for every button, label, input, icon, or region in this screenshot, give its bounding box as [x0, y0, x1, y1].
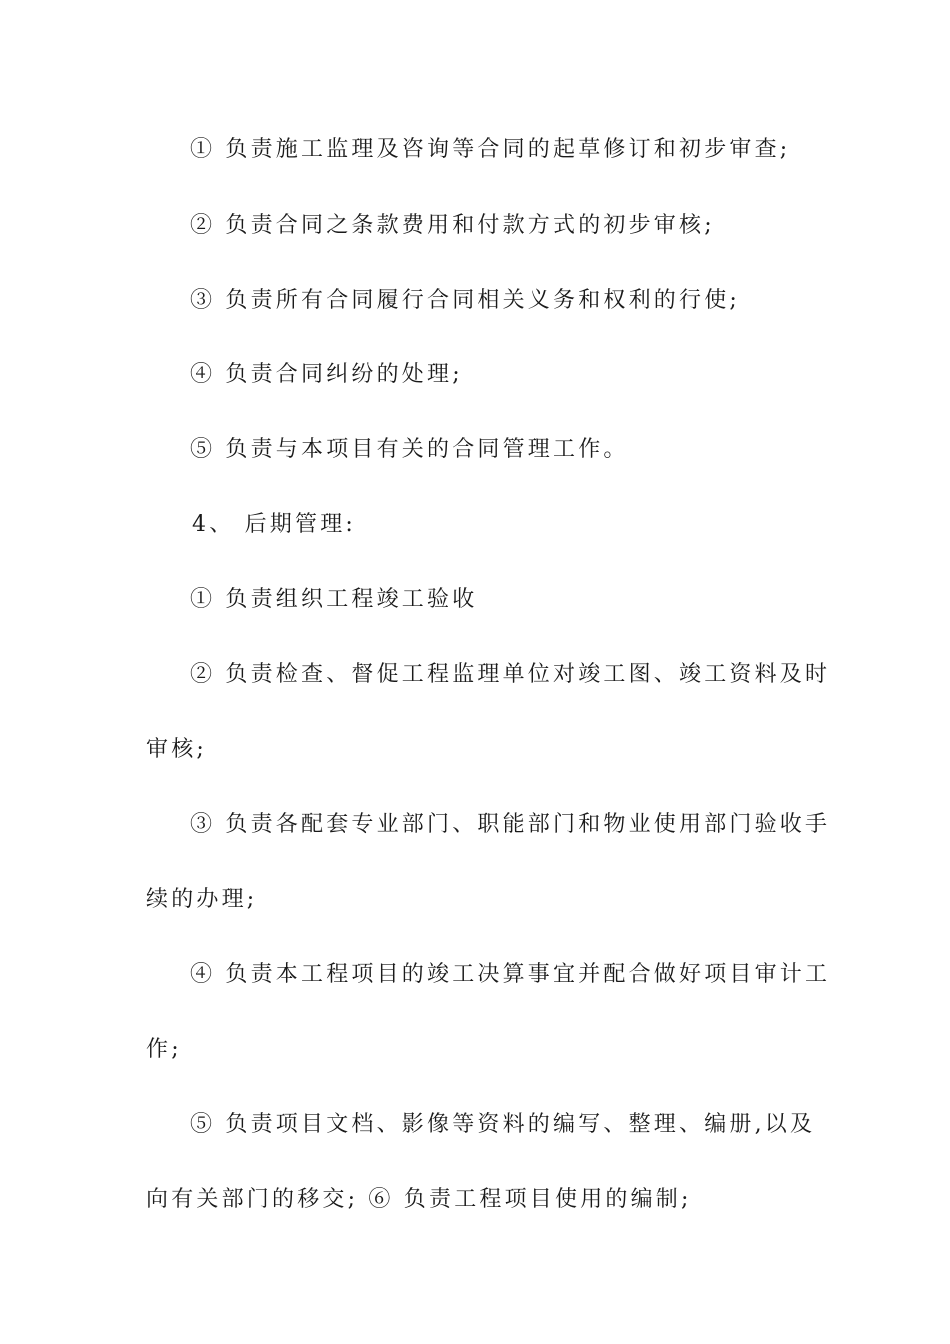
text-line-13: 作;: [146, 1037, 182, 1062]
text-line-12: ④ 负责本工程项目的竣工决算事宜并配合做好项目审计工: [190, 962, 831, 987]
text-line-4: ④ 负责合同纠纷的处理;: [190, 362, 463, 387]
text-line-14: ⑤ 负责项目文档、影像等资料的编写、整理、编册,以及: [190, 1112, 816, 1137]
text-line-9: 审核;: [146, 737, 208, 762]
section-heading: 4、 后期管理:: [192, 512, 357, 537]
text-line-2: ② 负责合同之条款费用和付款方式的初步审核;: [190, 213, 715, 238]
text-line-5: ⑤ 负责与本项目有关的合同管理工作。: [190, 437, 629, 462]
text-line-7: ① 负责组织工程竣工验收: [190, 587, 478, 612]
text-line-1: ① 负责施工监理及咨询等合同的起草修订和初步审查;: [190, 137, 791, 162]
text-line-11: 续的办理;: [146, 887, 258, 912]
text-line-10: ③ 负责各配套专业部门、职能部门和物业使用部门验收手: [190, 812, 831, 837]
text-line-8: ② 负责检查、督促工程监理单位对竣工图、竣工资料及时: [190, 662, 831, 687]
text-line-15: 向有关部门的移交; ⑥ 负责工程项目使用的编制;: [146, 1187, 692, 1212]
text-line-3: ③ 负责所有合同履行合同相关义务和权利的行使;: [190, 288, 741, 313]
